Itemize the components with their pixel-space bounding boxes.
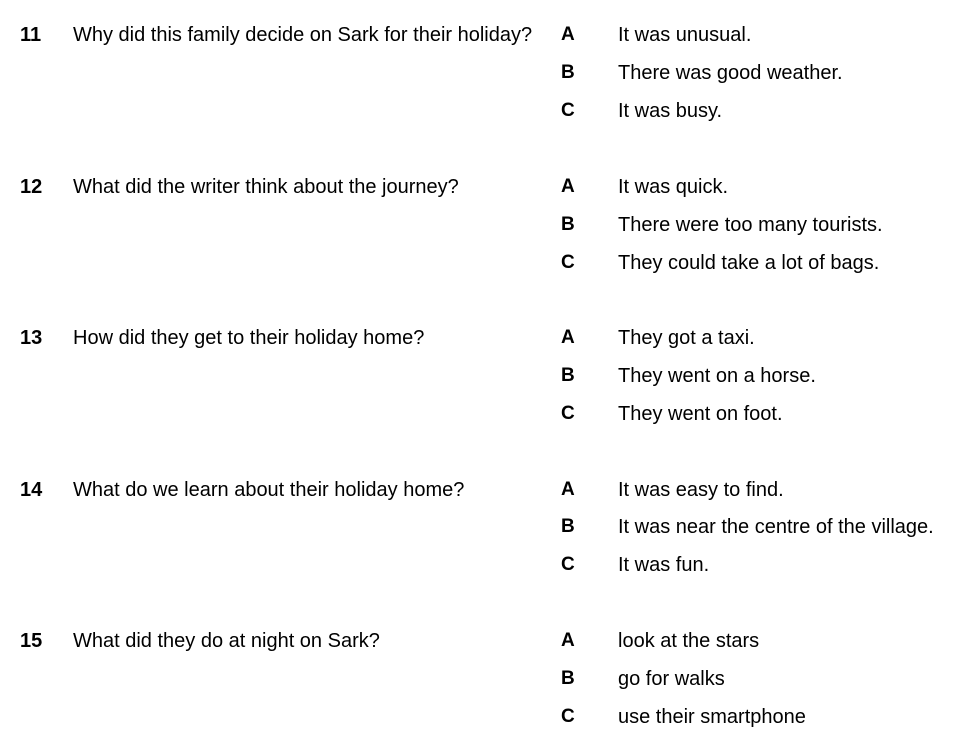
question-text: Why did this family decide on Sark for their holiday? bbox=[73, 24, 533, 46]
option-letter: B bbox=[561, 668, 575, 689]
option-13-b[interactable] bbox=[0, 357, 973, 395]
option-text: use their smartphone bbox=[618, 706, 806, 728]
option-letter: B bbox=[561, 62, 575, 83]
option-letter: B bbox=[561, 365, 575, 386]
question-text: What do we learn about their holiday home? bbox=[73, 479, 465, 501]
option-text: It was near the centre of the village. bbox=[618, 516, 934, 538]
question-text: How did they get to their holiday home? bbox=[73, 327, 425, 349]
option-letter: A bbox=[561, 479, 575, 500]
question-11 bbox=[0, 16, 973, 130]
option-text: It was busy. bbox=[618, 100, 723, 122]
option-14-b[interactable] bbox=[0, 508, 973, 546]
option-letter: A bbox=[561, 327, 575, 348]
option-12-a[interactable] bbox=[0, 168, 973, 206]
option-letter: C bbox=[561, 252, 575, 273]
option-text: There were too many tourists. bbox=[618, 214, 883, 236]
option-12-c[interactable] bbox=[0, 244, 973, 282]
option-text: They got a taxi. bbox=[618, 327, 755, 349]
option-11-a[interactable] bbox=[0, 16, 973, 54]
option-text: go for walks bbox=[618, 668, 725, 690]
option-15-b[interactable] bbox=[0, 660, 973, 698]
question-12 bbox=[0, 168, 973, 282]
option-14-c[interactable] bbox=[0, 546, 973, 584]
option-11-c[interactable] bbox=[0, 92, 973, 130]
question-text: What did the writer think about the journey? bbox=[73, 176, 459, 198]
option-letter: C bbox=[561, 403, 575, 424]
question-text: What did they do at night on Sark? bbox=[73, 630, 380, 652]
question-number: 14 bbox=[20, 479, 43, 501]
option-text: There was good weather. bbox=[618, 62, 843, 84]
question-number: 11 bbox=[20, 24, 42, 46]
option-letter: A bbox=[561, 630, 575, 651]
question-number: 13 bbox=[20, 327, 43, 349]
option-14-a[interactable] bbox=[0, 471, 973, 509]
option-text: look at the stars bbox=[618, 630, 760, 652]
question-number: 12 bbox=[20, 176, 43, 198]
question-14 bbox=[0, 471, 973, 585]
question-15 bbox=[0, 622, 973, 736]
option-letter: C bbox=[561, 100, 575, 121]
option-text: It was unusual. bbox=[618, 24, 752, 46]
option-13-a[interactable] bbox=[0, 319, 973, 357]
option-letter: C bbox=[561, 706, 575, 727]
option-text: They went on foot. bbox=[618, 403, 783, 425]
option-text: They could take a lot of bags. bbox=[618, 252, 880, 274]
option-text: It was easy to find. bbox=[618, 479, 784, 501]
question-number: 15 bbox=[20, 630, 43, 652]
question-13 bbox=[0, 319, 973, 433]
option-15-a[interactable] bbox=[0, 622, 973, 660]
option-12-b[interactable] bbox=[0, 206, 973, 244]
option-13-c[interactable] bbox=[0, 395, 973, 433]
option-letter: C bbox=[561, 554, 575, 575]
option-letter: A bbox=[561, 24, 575, 45]
option-text: It was quick. bbox=[618, 176, 729, 198]
option-letter: B bbox=[561, 516, 575, 537]
option-text: It was fun. bbox=[618, 554, 710, 576]
option-15-c[interactable] bbox=[0, 698, 973, 736]
option-text: They went on a horse. bbox=[618, 365, 816, 387]
option-letter: A bbox=[561, 176, 575, 197]
option-letter: B bbox=[561, 214, 575, 235]
option-11-b[interactable] bbox=[0, 54, 973, 92]
